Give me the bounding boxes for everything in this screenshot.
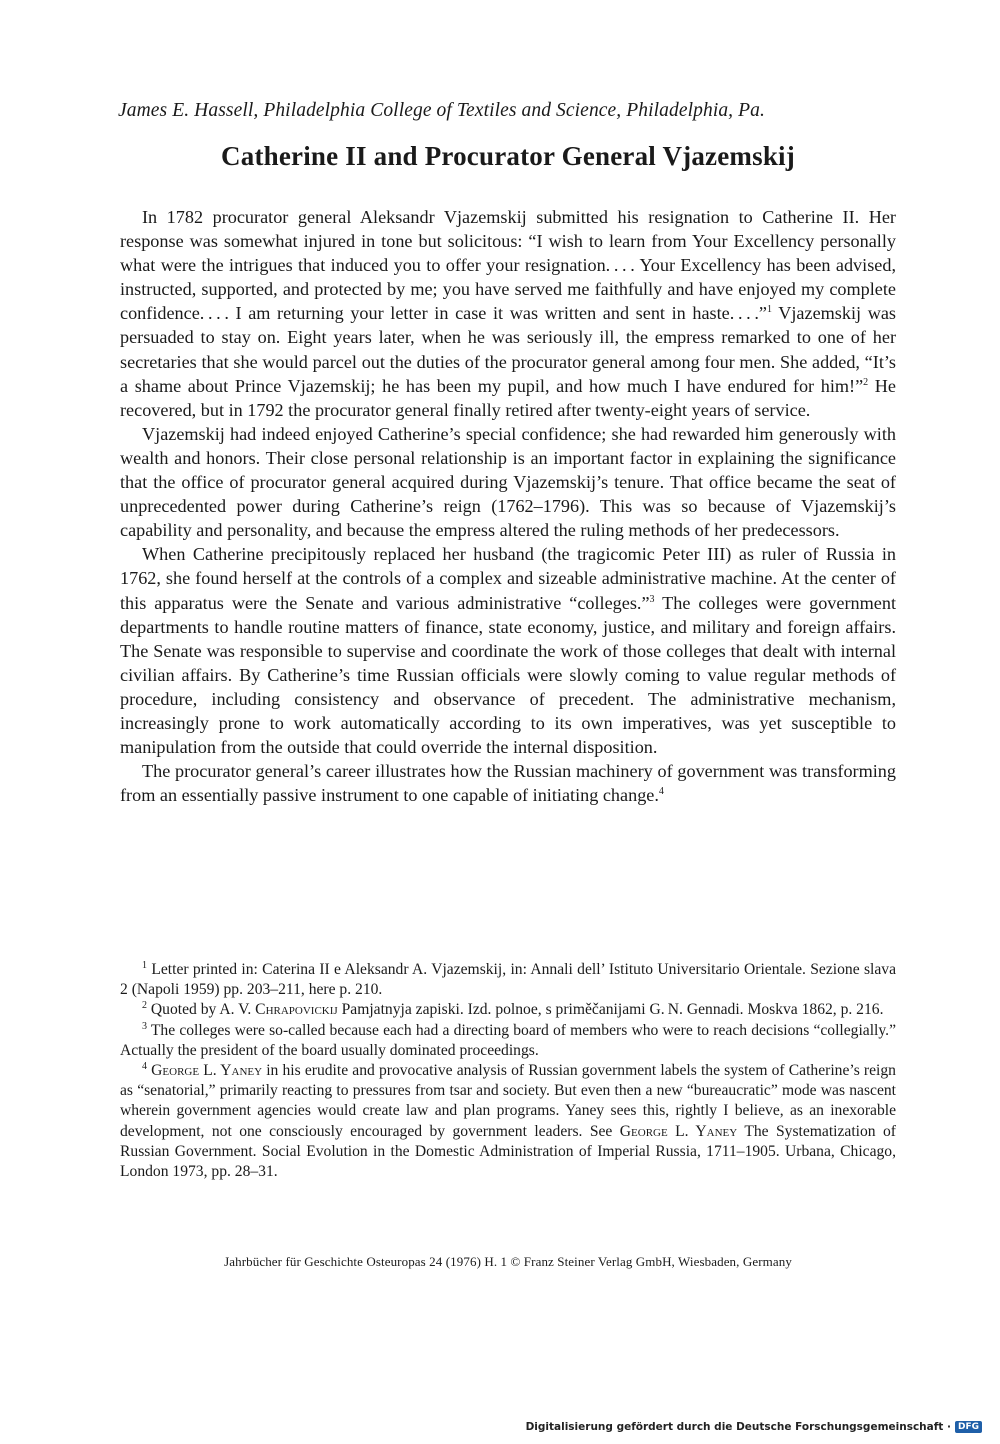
journal-citation: Jahrbücher für Geschichte Osteuropas 24 (1976) H. 1 © Franz Steiner Verlag GmbH, Wiesbaden, Germany [224, 1254, 792, 1269]
paragraph-1-text-a: In 1782 procurator general Aleksandr Vjazemskij submitted his resignation to Catherine II. Her response was somewhat injured in tone but solicitous: “I wish to learn from Your Excellency personally what were the intrigues that induced you to offer your resignation. . . . Your Excellency has been advised, instructed, supported, and protected by me; you have served me faithfully and have enjoyed my complete confidence. . . . I am returning your letter in case it was written and sent in haste. . . .” [120, 207, 896, 324]
footnote-2-prefix: Quoted by A. V. [147, 1001, 256, 1019]
footnote-ref-1: 1 [766, 304, 772, 316]
article-title: Catherine II and Procurator General Vjazemskij [221, 141, 795, 171]
footnotes [120, 960, 896, 1182]
paragraph-3-text-b: The colleges were government departments to handle routine matters of finance, state economy, justice, and military and foreign affairs. The Senate was responsible to supervise and coordinate the work of those colleges that dealt with internal civilian affairs. By Catherine’s time Russian officials were slowly coming to value regular methods of procedure, including consistency and observance of precedent. The administrative mechanism, increasingly prone to work automatically according to its own imperatives, was yet susceptible to manipulation from the outside that could override the internal disposition. [120, 592, 896, 758]
paragraph-3 [120, 542, 896, 759]
footnote-2 [120, 1000, 896, 1020]
footnote-4-author-a: George L. Yaney [151, 1062, 263, 1080]
footnote-4 [120, 1061, 896, 1182]
footnote-1 [120, 960, 896, 1000]
footnote-ref-2: 2 [863, 376, 869, 388]
dfg-logo-icon: DFG [955, 1421, 982, 1433]
footnote-4-author-b: George L. Yaney [619, 1122, 738, 1140]
footnote-1-text: Letter printed in: Caterina II e Aleksandr A. Vjazemskij, in: Annali dell’ Istituto Universitario Orientale. Sezione slava 2 (Napoli 1959) pp. 203–211, here p. 210. [120, 961, 896, 999]
footnote-2-number: 2 [142, 1000, 147, 1012]
digitization-notice-text: Digitalisierung gefördert durch die Deutsche Forschungsgemeinschaft · [525, 1421, 951, 1433]
footnote-2-author: Chrapovickij [255, 1001, 338, 1019]
footnote-4-text-a: in his erudite and provocative analysis of Russian government labels the system of Catherine’s reign as “senatorial,” primarily reacting to pressures from tsar and society. But even then a new “bureaucratic” mode was nascent wherein government agencies would create law and plan programs. Yaney sees this, rightly I believe, as an inexorable development, not one consciously encouraged by government leaders. See [120, 1062, 896, 1140]
paragraph-4-text: The procurator general’s career illustrates how the Russian machinery of government was transforming from an essentially passive instrument to one capable of initiating change. [120, 761, 896, 806]
paragraph-1-text-b: Vjazemskij was persuaded to stay on. Eight years later, when he was seriously ill, the empress remarked to one of her secretaries that she would parcel out the duties of the procurator general among four men. She added, “It’s a shame about Prince Vjazemskij; he has been my pupil, and how much I have endured for him!” [120, 303, 896, 396]
footnote-3-text: The colleges were so-called because each had a directing board of members who were to reach decisions “collegially.” Actually the president of the board usually dominated proceedings. [120, 1021, 896, 1059]
footnote-ref-4: 4 [658, 786, 664, 798]
footnote-3-number: 3 [142, 1020, 147, 1032]
paragraph-4 [120, 759, 896, 807]
footnote-1-number: 1 [142, 959, 147, 971]
digitization-notice [526, 1421, 982, 1433]
paragraph-1-text-c: He recovered, but in 1792 the procurator general finally retired after twenty-eight years of service. [120, 375, 896, 420]
footnote-2-text: Pamjatnyja zapiski. Izd. polnoe, s priměčanijami G. N. Gennadi. Moskva 1862, p. 216. [337, 1001, 884, 1019]
footnote-ref-3: 3 [649, 593, 655, 605]
paragraph-3-text-a: When Catherine precipitously replaced her husband (the tragicomic Peter III) as ruler of Russia in 1762, she found herself at the controls of a complex and sizeable administrative machine. At the center of this apparatus were the Senate and various administrative “colleges.” [120, 544, 896, 613]
footnote-4-text-b: The Systematization of Russian Government. Social Evolution in the Domestic Administration of Imperial Russia, 1711–1905. Urbana, Chicago, London 1973, pp. 28–31. [120, 1122, 896, 1181]
article-body [120, 205, 896, 807]
author-affiliation: James E. Hassell, Philadelphia College of Textiles and Science, Philadelphia, Pa. [118, 100, 765, 121]
paragraph-2: Vjazemskij had indeed enjoyed Catherine’s special confidence; she had rewarded him generously with wealth and honors. Their close personal relationship is an important factor in explaining the significance that the office of procurator general acquired during Vjazemskij’s tenure. That office became the seat of unprecedented power during Catherine’s reign (1762–1796). This was so because of Vjazemskij’s capability and personality, and because the empress altered the ruling methods of her predecessors. [120, 423, 896, 541]
footnote-4-number: 4 [142, 1060, 147, 1072]
paragraph-1 [120, 205, 896, 422]
footnote-3 [120, 1021, 896, 1061]
